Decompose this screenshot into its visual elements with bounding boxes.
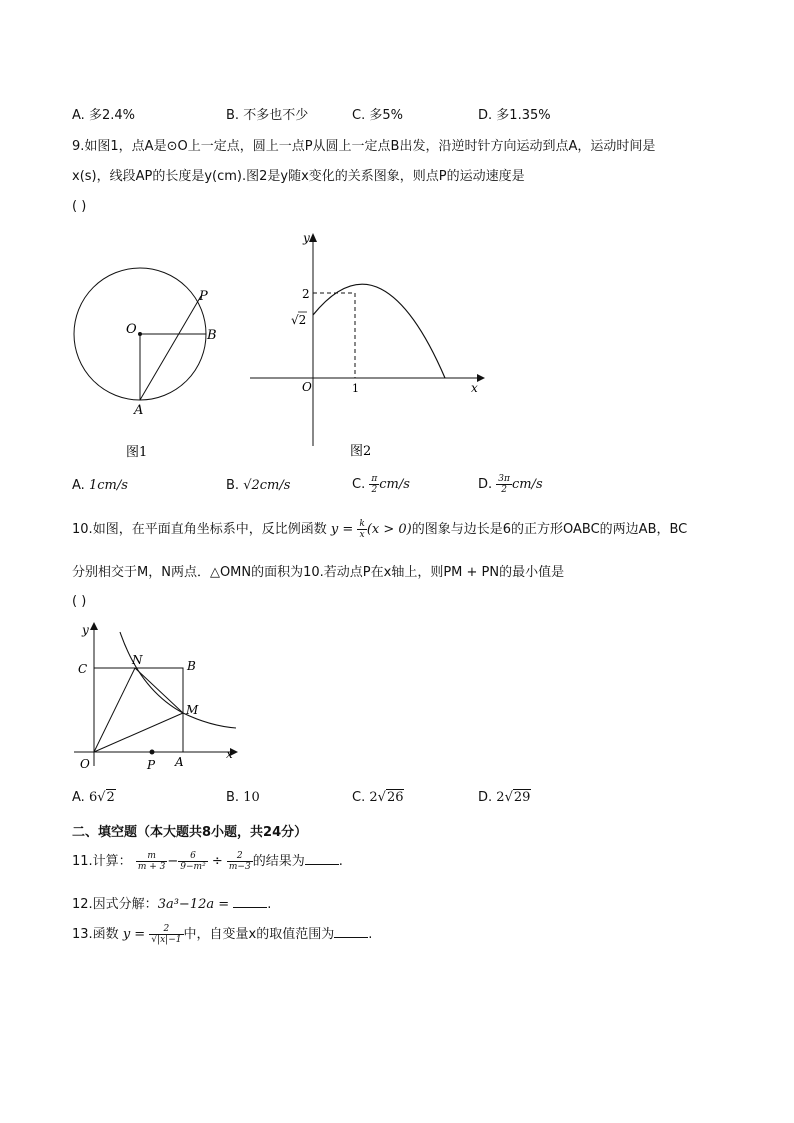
q9-option-c: C. $\frac{\pi}{2}$ cm/s: [352, 474, 410, 495]
label-sqrt2: √2: [291, 313, 307, 327]
square-oabc: [94, 668, 183, 752]
q10-option-d: D. 2√29: [478, 790, 531, 805]
q11: 11.计算： $\frac{m}{m + 3}$ − $\frac{6}{\text{9−m²}}$ ÷ $\frac{2}{m-3}$ 的结果为 .: [72, 851, 343, 872]
q9-option-d: D. $\frac{3\pi}{2}$ cm/s: [478, 474, 543, 495]
label-b: B: [187, 659, 196, 673]
label-n: N: [132, 653, 143, 667]
answer-blank: [233, 895, 267, 908]
q9-figure2: [245, 228, 485, 464]
q10-line1: 10.如图，在平面直角坐标系中，反比例函数 y = $\frac{k}{x}$ (x > 0)的图象与边长是6的正方形OABC的两边AB，BC: [72, 519, 688, 540]
q10-option-a: A. 6√2: [72, 790, 115, 805]
q9-option-a: A. 1cm/s: [72, 478, 128, 493]
q10-answer-paren: ( ): [72, 594, 87, 609]
fig1-caption: 图1: [126, 445, 148, 460]
label-p: P: [199, 289, 208, 304]
label-a: A: [134, 403, 144, 418]
q8-option-c: C. 多5%: [352, 108, 403, 123]
label-1: 1: [352, 382, 359, 395]
hyperbola: [120, 632, 236, 728]
q9-figure1: [70, 262, 230, 462]
q10-line2: 分别相交于M，N两点．△OMN的面积为10.若动点P在x轴上，则PM + PN的最小值是: [72, 565, 565, 580]
segment-nm: [135, 668, 183, 713]
label-o: O: [126, 322, 137, 337]
q10-option-c: C. 2√26: [352, 790, 404, 805]
label-origin: O: [302, 380, 312, 394]
q9-answer-paren: ( ): [72, 199, 87, 214]
q8-option-b: B. 不多也不少: [226, 108, 309, 123]
y-axis-arrow: [309, 233, 317, 242]
label-p: P: [147, 758, 156, 772]
q13: 13.函数 y = $\frac{2}{√|x|-1}$ 中，自变量x的取值范围为 .: [72, 924, 373, 945]
segment-om: [94, 713, 183, 752]
label-c: C: [78, 662, 88, 676]
fig2-caption: 图2: [350, 444, 372, 459]
y-axis-arrow: [90, 622, 98, 630]
center-point: [138, 332, 142, 336]
label-2: 2: [302, 287, 310, 301]
label-b: B: [207, 328, 217, 343]
label-m: M: [186, 703, 199, 717]
label-y: y: [82, 623, 89, 637]
segment-on: [94, 668, 135, 752]
answer-blank: [305, 852, 339, 865]
segment-ap: [140, 296, 201, 400]
label-x: x: [471, 381, 478, 395]
label-o: O: [80, 757, 90, 771]
x-axis-arrow: [477, 374, 485, 382]
answer-blank: [334, 925, 368, 938]
q9-option-b: B. √2cm/s: [226, 478, 291, 493]
q8-option-a: A. 多2.4%: [72, 108, 135, 123]
q10-figure: [70, 618, 250, 776]
q10-option-b: B. 10: [226, 790, 260, 805]
curve: [313, 284, 445, 378]
section-heading: 二、填空题（本大题共8小题，共24分）: [72, 825, 308, 840]
label-x: x: [226, 747, 233, 761]
point-p: [150, 750, 155, 755]
q12: 12.因式分解：3a³−12a = .: [72, 897, 272, 912]
q8-option-d: D. 多1.35%: [478, 108, 551, 123]
label-y: y: [303, 231, 310, 245]
label-a: A: [175, 755, 184, 769]
q9-line1: 9.如图1，点A是⊙O上一定点，圆上一点P从圆上一定点B出发，沿逆时针方向运动到点A，运动时间是: [72, 139, 656, 154]
q9-line2: x(s)，线段AP的长度是y(cm).图2是y随x变化的关系图象，则点P的运动速度是: [72, 169, 525, 184]
